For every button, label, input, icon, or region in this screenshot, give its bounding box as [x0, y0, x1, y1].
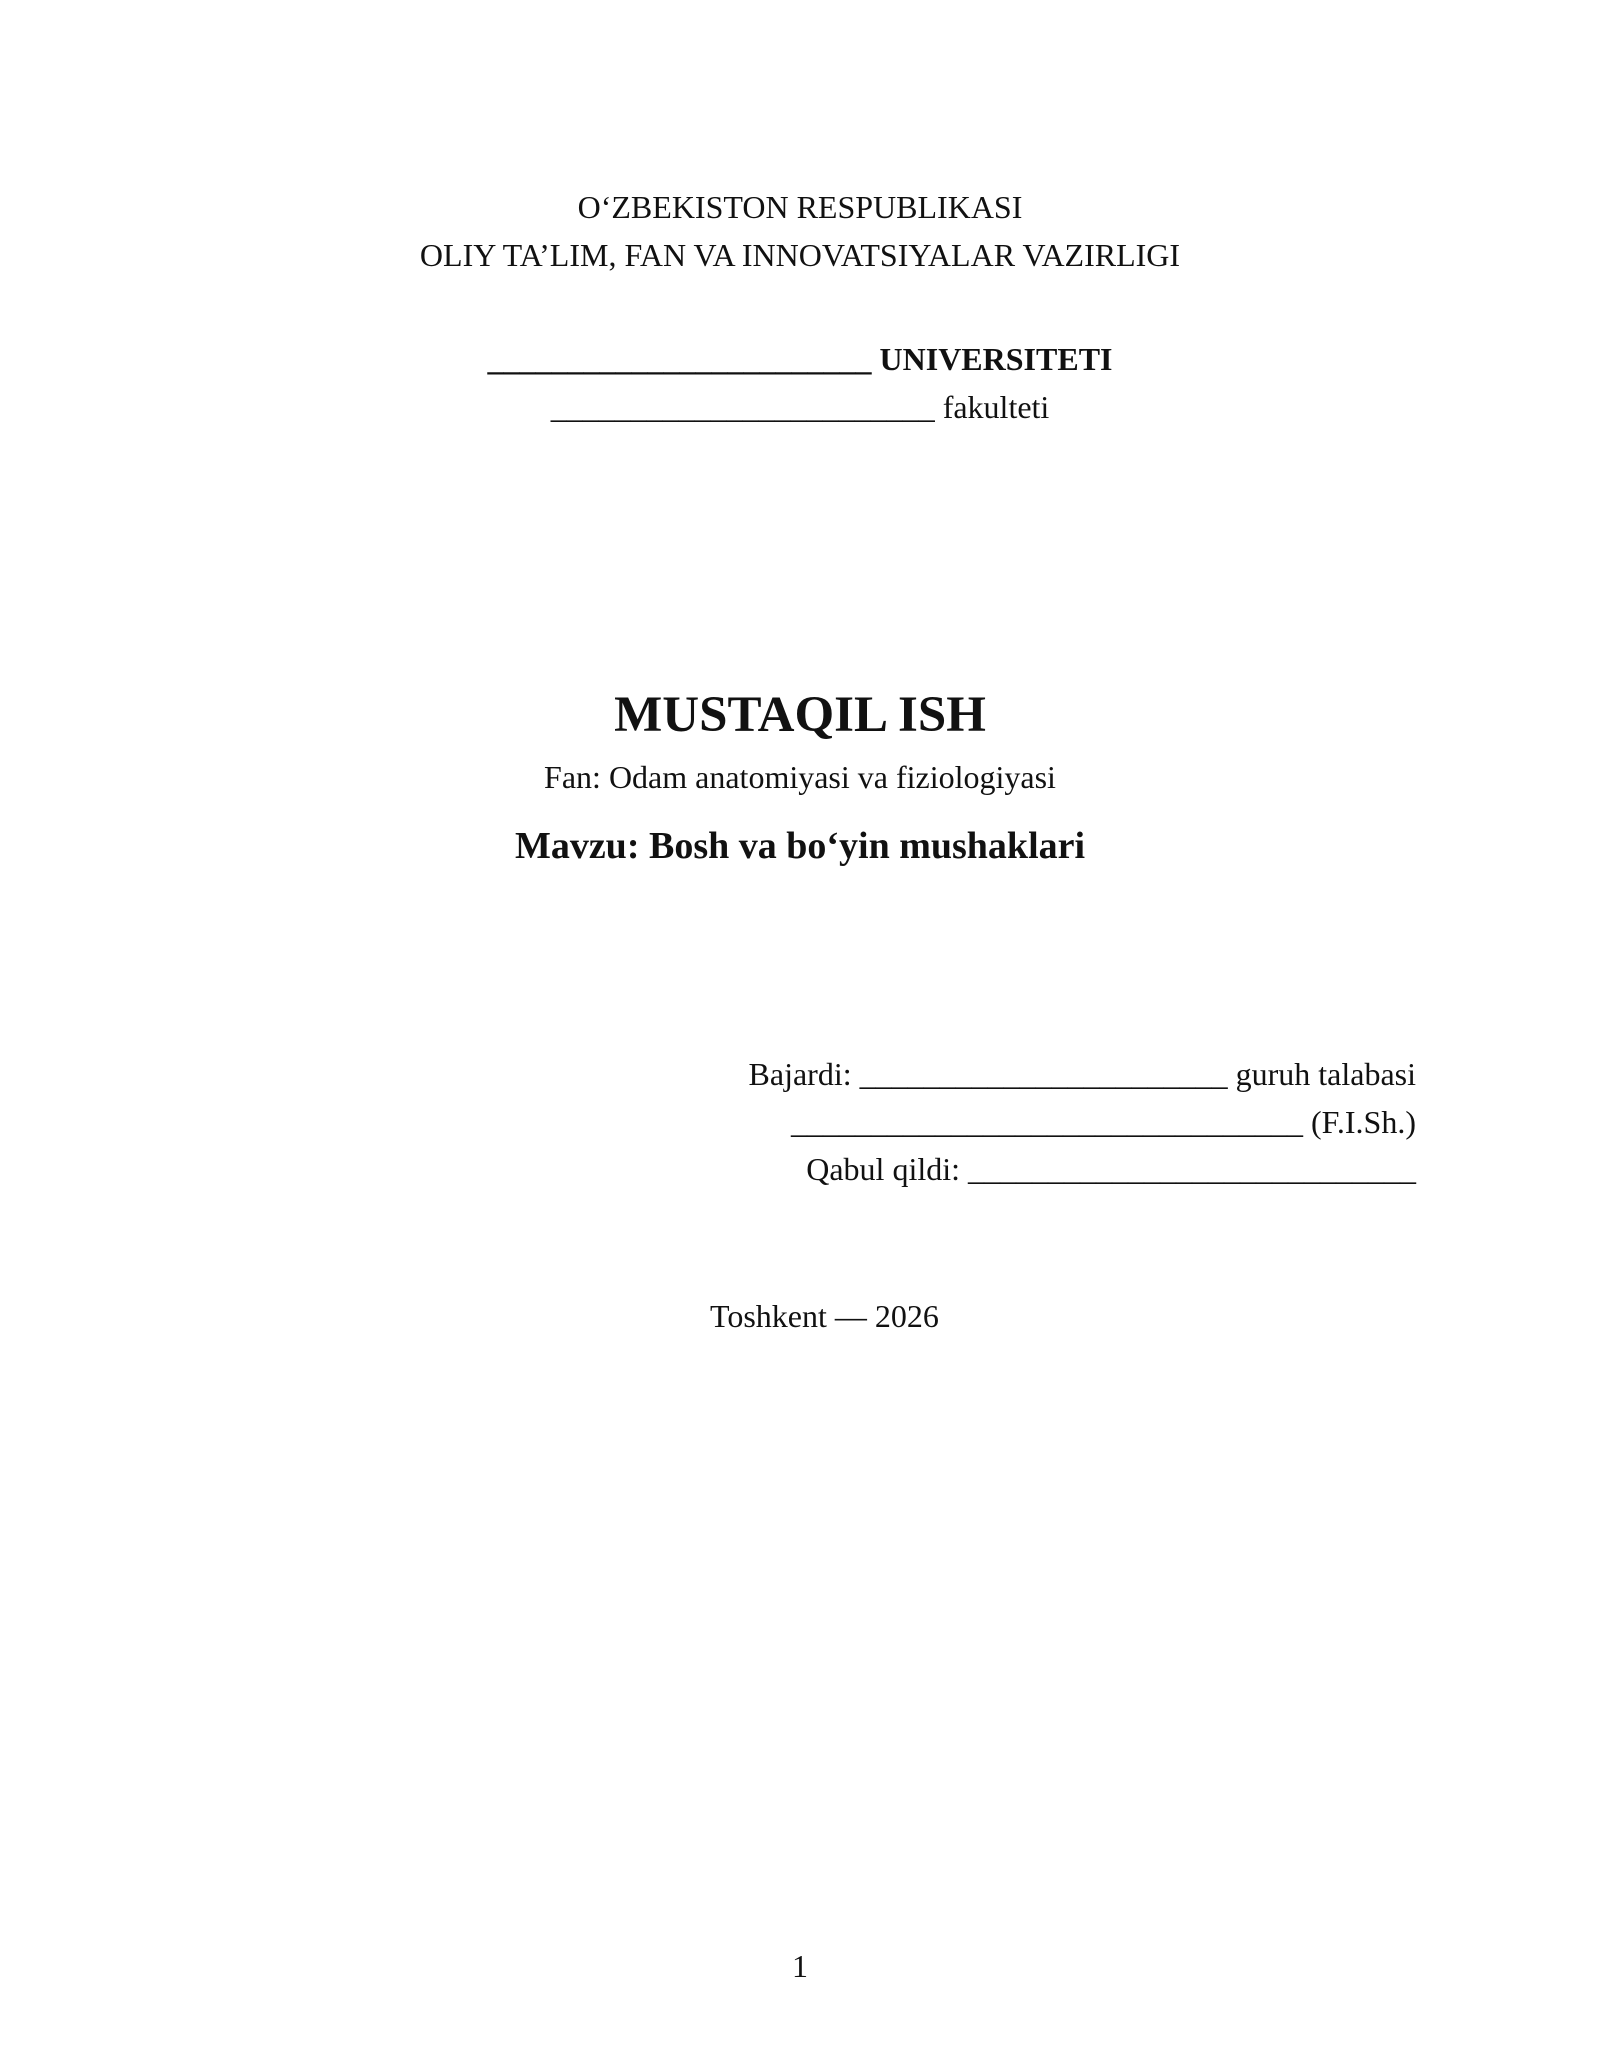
- faculty-name-blank: ________________________: [550, 389, 935, 425]
- fio-label: (F.I.Sh.): [1311, 1104, 1416, 1140]
- fio-line: [791, 1106, 1416, 1138]
- performer-line: [749, 1058, 1416, 1090]
- page-number: 1: [792, 1948, 808, 1984]
- accepted-blank: ____________________________: [968, 1151, 1416, 1187]
- accepted-line: [806, 1153, 1416, 1185]
- performer-suffix: guruh talabasi: [1235, 1056, 1416, 1092]
- university-label: UNIVERSITETI: [879, 341, 1113, 377]
- subject-line: Fan: Odam anatomiyasi va fiziologiyasi: [544, 759, 1056, 795]
- topic-line: Mavzu: Bosh va bo‘yin mushaklari: [514, 825, 1086, 867]
- performer-label: Bajardi:: [748, 1056, 852, 1092]
- fio-blank: ________________________________: [791, 1104, 1303, 1140]
- performer-group-blank: _______________________: [859, 1056, 1228, 1092]
- faculty-label: fakulteti: [942, 389, 1050, 425]
- university-line: [0, 343, 1600, 375]
- ministry-heading: OLIY TA’LIM, FAN VA INNOVATSIYALAR VAZIRLIGI: [419, 237, 1181, 273]
- country-heading: O‘ZBEKISTON RESPUBLIKASI: [577, 189, 1023, 225]
- accepted-label: Qabul qildi:: [806, 1151, 960, 1187]
- document-title: MUSTAQIL ISH: [614, 687, 986, 743]
- university-name-blank: ________________________: [487, 341, 872, 377]
- faculty-line: [0, 391, 1600, 423]
- city-year: Toshkent — 2026: [710, 1298, 939, 1334]
